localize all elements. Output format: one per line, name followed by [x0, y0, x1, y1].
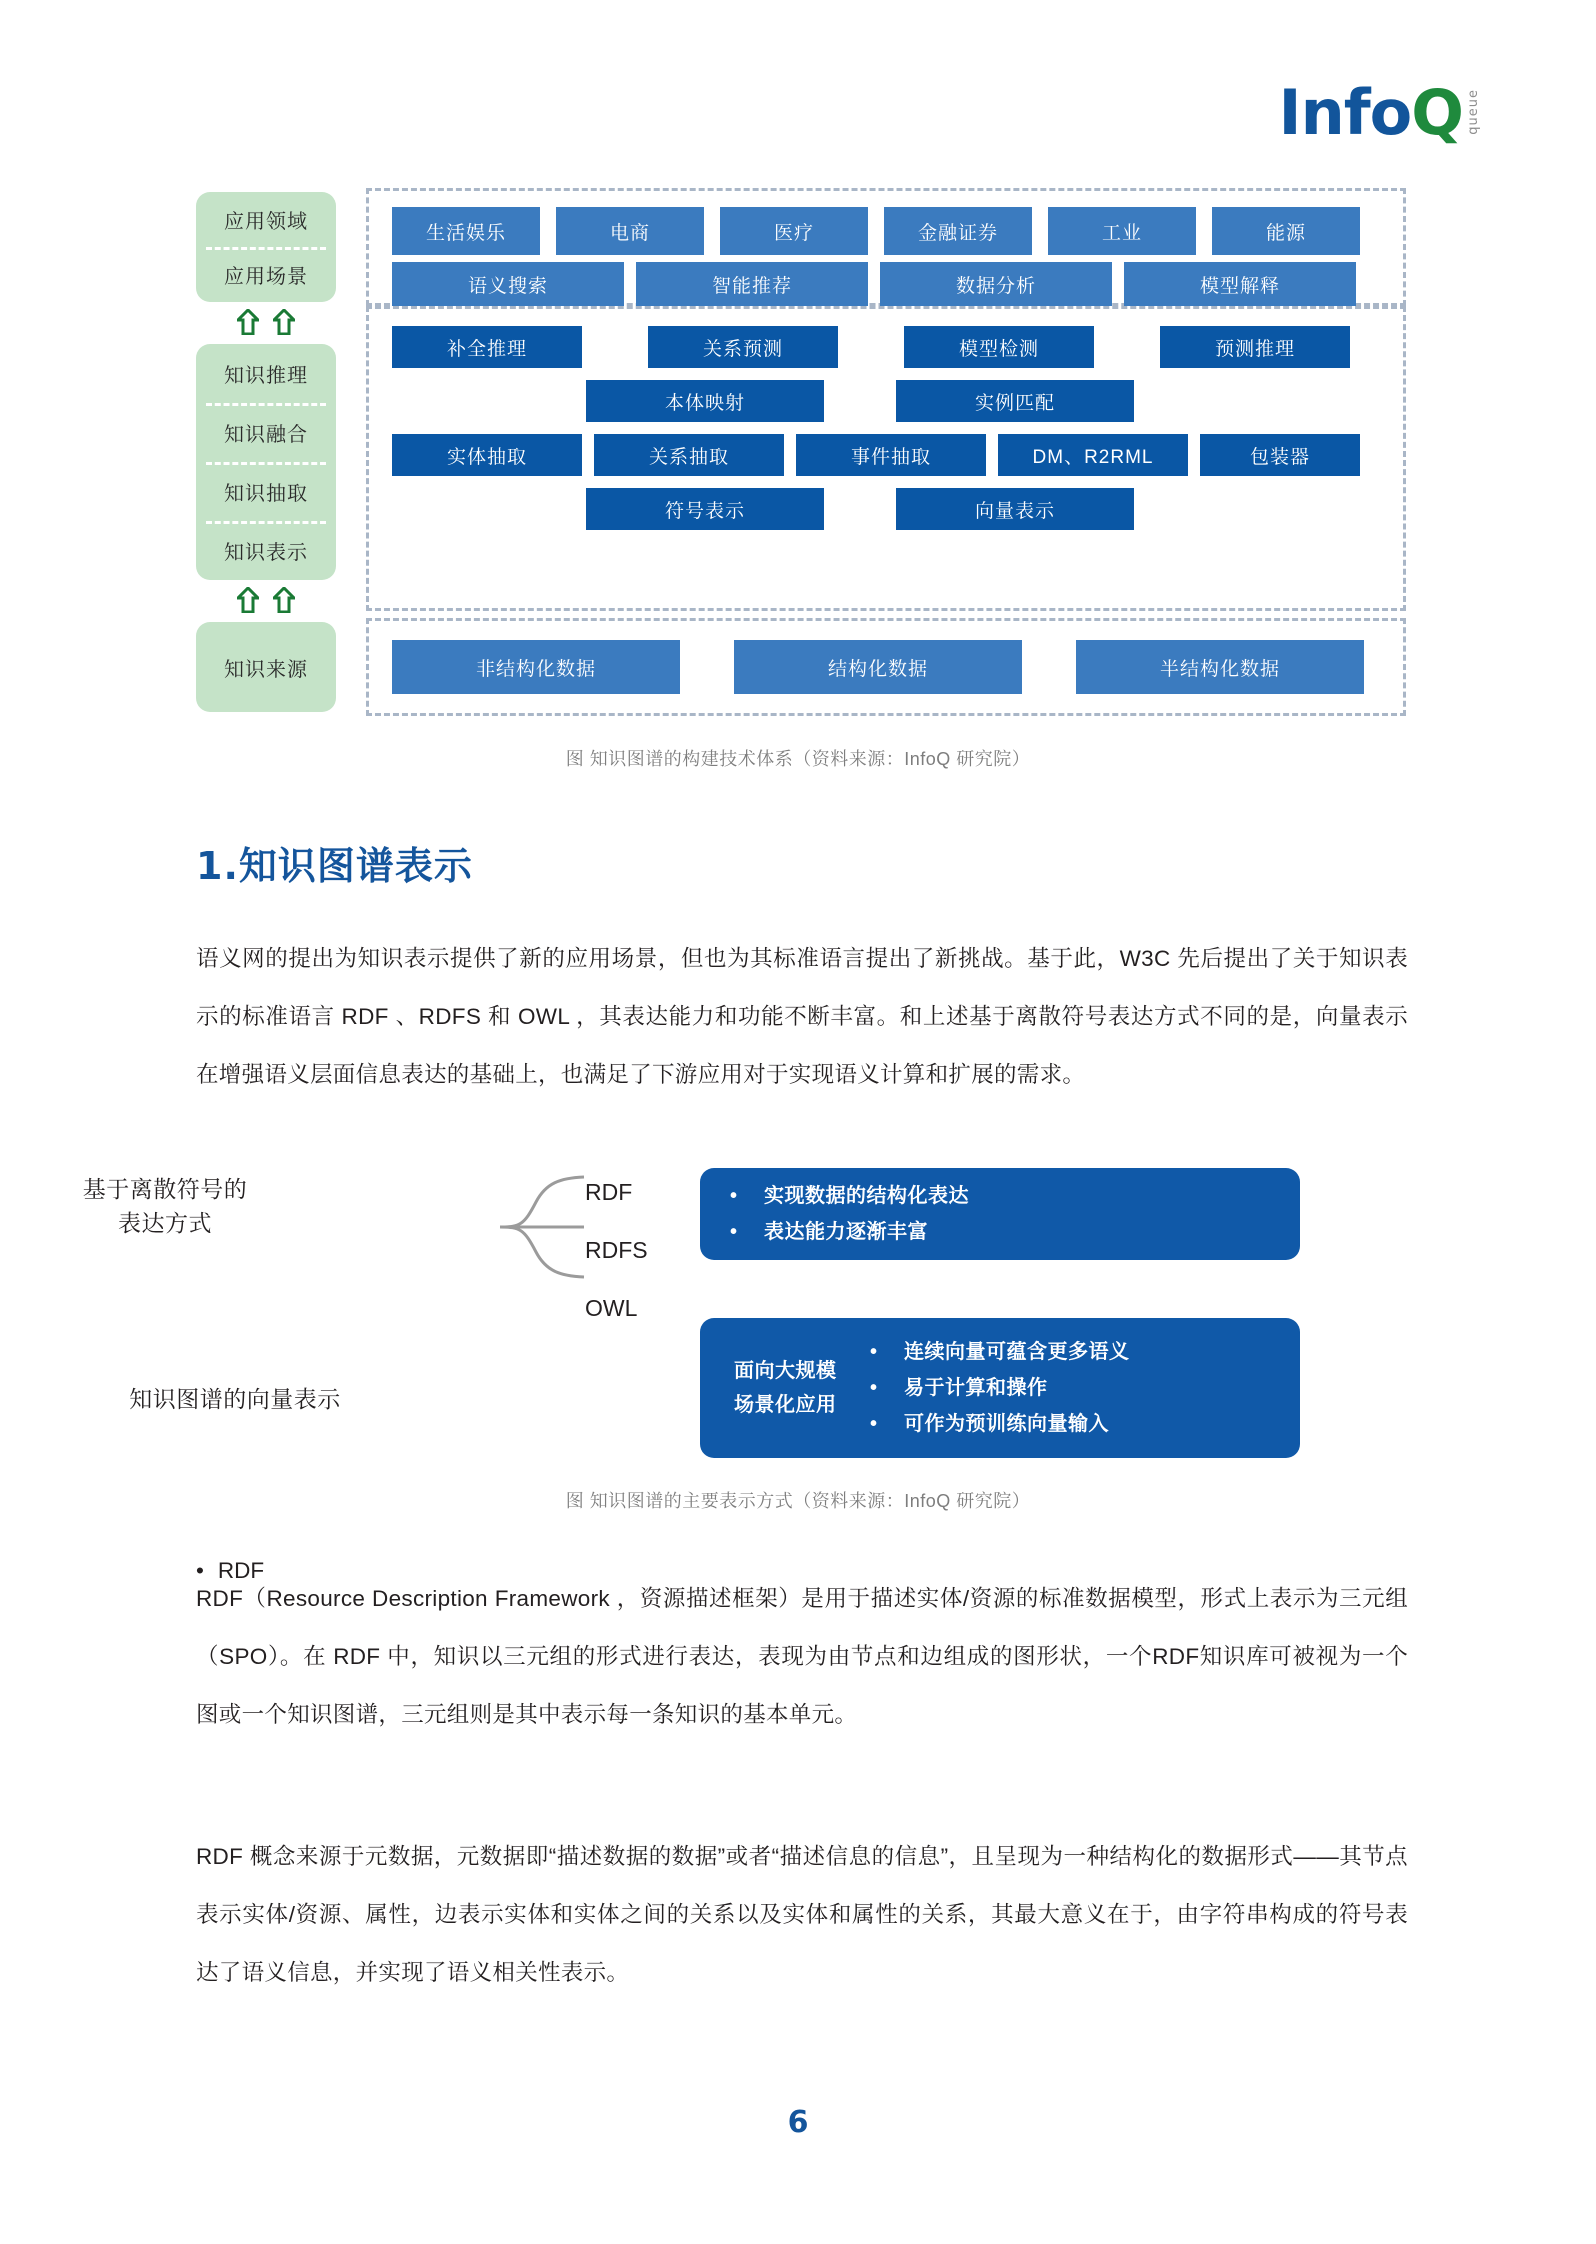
box-model-interpretation[interactable]: 模型解释: [1124, 262, 1356, 306]
rdf-paragraph-1: RDF（Resource Description Framework ，资源描述框架）是用于描述实体/资源的标准数据模型，形式上表示为三元组（SPO）。在 RDF 中，知识以三元组的形式进行表达，表现为由节点和边组成的图形状，一个RDF知识库可被视为一个图或一个知识图谱，三元组则是其中表示每一条知识的基本单元。: [196, 1586, 1408, 1727]
vector-left-line1: 面向大规模: [734, 1360, 837, 1382]
box-unstructured-data[interactable]: 非结构化数据: [392, 640, 680, 694]
bullet-glyph: •: [730, 1221, 738, 1243]
box-energy[interactable]: 能源: [1212, 207, 1360, 255]
figure1-caption: 图 知识图谱的构建技术体系（资料来源：InfoQ 研究院）: [565, 749, 1031, 769]
box-ecommerce[interactable]: 电商: [556, 207, 704, 255]
box-relation-prediction[interactable]: 关系预测: [648, 326, 838, 368]
box-predictive-reasoning[interactable]: 预测推理: [1160, 326, 1350, 368]
label-discrete-symbol: [20, 1172, 310, 1240]
label-knowledge-representation: 知识表示: [196, 521, 336, 580]
vector-bullet-3-text: 可作为预训练向量输入: [904, 1413, 1109, 1435]
box-completion-reasoning[interactable]: 补全推理: [392, 326, 582, 368]
label-knowledge-fusion: 知识融合: [196, 403, 336, 462]
up-arrow-icon: [237, 309, 259, 335]
box-instance-matching[interactable]: 实例匹配: [896, 380, 1134, 422]
discrete-bullet-1-text: 实现数据的结构化表达: [764, 1185, 969, 1207]
page-number: 6: [787, 2105, 809, 2140]
label-stack-source: [196, 622, 336, 712]
label-stack-application: [196, 192, 336, 302]
section-heading: 1.知识图谱表示: [196, 844, 473, 888]
box-wrapper[interactable]: 包装器: [1200, 434, 1360, 476]
bullet-glyph: •: [870, 1413, 878, 1435]
figure2-caption: 图 知识图谱的主要表示方式（资料来源：InfoQ 研究院）: [565, 1491, 1031, 1511]
arrow-group-lower: [196, 584, 336, 616]
box-relation-extraction[interactable]: 关系抽取: [594, 434, 784, 476]
vector-box-left-label: [700, 1354, 870, 1422]
figure-kg-tech-stack: [196, 178, 1406, 718]
logo-q-text: Q: [1411, 76, 1463, 149]
discrete-bullet-2: [730, 1214, 1300, 1250]
logo-queue-text: queue: [1466, 89, 1481, 135]
box-event-extraction[interactable]: 事件抽取: [796, 434, 986, 476]
label-discrete-symbol-line2: 表达方式: [118, 1210, 212, 1236]
vector-left-line2: 场景化应用: [734, 1394, 837, 1416]
bullet-glyph: •: [870, 1377, 878, 1399]
vector-bullet-3: [870, 1406, 1300, 1442]
box-semantic-search[interactable]: 语义搜索: [392, 262, 624, 306]
up-arrow-icon: [273, 309, 295, 335]
box-smart-recommendation[interactable]: 智能推荐: [636, 262, 868, 306]
discrete-bullet-1: [730, 1178, 1300, 1214]
box-semi-structured-data[interactable]: 半结构化数据: [1076, 640, 1364, 694]
box-data-analysis[interactable]: 数据分析: [880, 262, 1112, 306]
vector-bullet-2-text: 易于计算和操作: [904, 1377, 1048, 1399]
vector-bullet-2: [870, 1370, 1300, 1406]
box-structured-data[interactable]: 结构化数据: [734, 640, 1022, 694]
box-model-detection[interactable]: 模型检测: [904, 326, 1094, 368]
branch-bracket-icon: [498, 1168, 588, 1291]
label-application-domain: 应用领域: [224, 211, 308, 233]
bullet-glyph: •: [730, 1185, 738, 1207]
up-arrow-icon: [273, 587, 295, 613]
box-vector-representation[interactable]: 向量表示: [896, 488, 1134, 530]
label-knowledge-reasoning: 知识推理: [224, 365, 308, 387]
up-arrow-icon: [237, 587, 259, 613]
box-finance-securities[interactable]: 金融证券: [884, 207, 1032, 255]
box-healthcare[interactable]: 医疗: [720, 207, 868, 255]
box-symbolic-representation[interactable]: 符号表示: [586, 488, 824, 530]
branch-item-rdfs: RDFS: [585, 1237, 648, 1263]
box-discrete-benefits: [700, 1168, 1300, 1260]
box-ontology-mapping[interactable]: 本体映射: [586, 380, 824, 422]
rdf-paragraph-2: RDF 概念来源于元数据，元数据即“描述数据的数据”或者“描述信息的信息”，且呈现为一种结构化的数据形式——其节点表示实体/资源、属性，边表示实体和实体之间的关系以及实体和属性的关系，其最大意义在于，由字符串构成的符号表达了语义信息，并实现了语义相关性表示。: [196, 1844, 1408, 1985]
bullet-glyph: •: [870, 1341, 878, 1363]
section-paragraph-1: 语义网的提出为知识表示提供了新的应用场景，但也为其标准语言提出了新挑战。基于此，W3C 先后提出了关于知识表示的标准语言 RDF 、RDFS 和 OWL ，其表达能力和功能不断丰富。和上述基于离散符号表达方式不同的是，向量表示在增强语义层面信息表达的基础上，也满足了下游应用对于实现语义计算和扩展的需求。: [196, 946, 1408, 1087]
discrete-bullet-2-text: 表达能力逐渐丰富: [764, 1221, 928, 1243]
box-dm-r2rml[interactable]: DM、R2RML: [998, 434, 1188, 476]
box-vector-benefits: [700, 1318, 1300, 1458]
vector-bullet-1-text: 连续向量可蕴含更多语义: [904, 1341, 1130, 1363]
box-life-entertainment[interactable]: 生活娱乐: [392, 207, 540, 255]
infoq-logo: [1278, 76, 1482, 149]
branch-item-list: [585, 1163, 648, 1337]
bullet-glyph: •: [196, 1558, 204, 1583]
rdf-bullet-title: RDF: [217, 1558, 265, 1583]
vector-bullet-1: [870, 1334, 1300, 1370]
label-stack-middle: [196, 344, 336, 580]
branch-item-rdf: RDF: [585, 1179, 633, 1205]
box-industry[interactable]: 工业: [1048, 207, 1196, 255]
vector-box-bullet-list: [870, 1334, 1300, 1442]
box-entity-extraction[interactable]: 实体抽取: [392, 434, 582, 476]
logo-info-text: Info: [1278, 76, 1412, 149]
label-vector-representation: 知识图谱的向量表示: [129, 1386, 341, 1412]
label-knowledge-extraction: 知识抽取: [196, 462, 336, 521]
label-knowledge-source: 知识来源: [224, 658, 308, 681]
arrow-group-upper: [196, 306, 336, 338]
label-discrete-symbol-line1: 基于离散符号的: [82, 1176, 248, 1202]
branch-item-owl: OWL: [585, 1295, 638, 1321]
label-application-scenario: 应用场景: [196, 247, 336, 302]
